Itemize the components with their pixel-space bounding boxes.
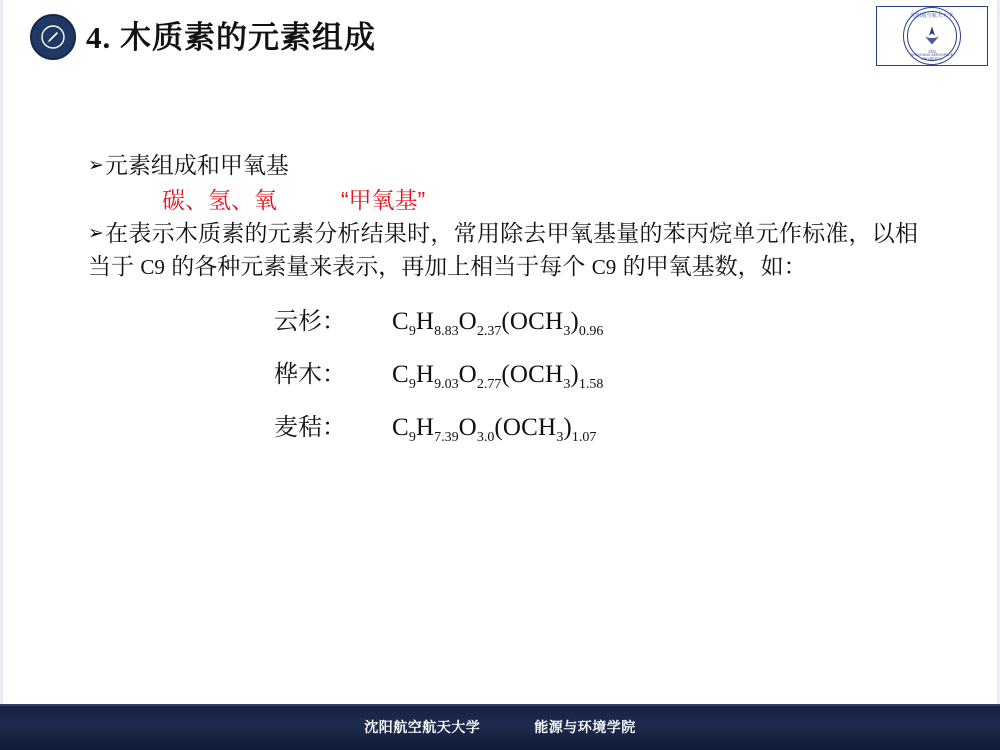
c9-token-a: C9 [140,255,165,280]
slide-content [88,150,918,460]
slide-header [0,0,1000,72]
footer-college-name: 能源与环境学院 [534,719,636,735]
page-title: 4. 木质素的元素组成 [86,20,376,55]
formula-row [274,301,918,340]
bullet-item-2-text-c: 的甲氧基数，如： [616,253,807,280]
formula-h-sub: 8.83 [434,324,459,340]
pen-badge-icon [30,14,76,60]
formula-c: C [392,361,409,389]
logo-ring [903,7,961,65]
formula-group-count: 1.58 [578,377,604,393]
bullet-item-1 [88,150,918,180]
formula-group-sub: 3 [563,377,571,393]
c9-token-b: C9 [591,255,617,280]
bullet-item-2-text-a: 在表示木质素的元素分析结果时，常用除去甲氧基量的苯丙烷单元作标准，以相当于 [88,220,918,280]
formula-o: O [458,308,477,336]
bullet-marker-icon: ➢ [88,155,104,176]
university-logo [876,6,988,66]
slide-left-edge [0,0,3,750]
formula-c-sub: 9 [408,430,416,446]
bullet-item-2-text-b: 的各种元素量来表示，再加上相当于每个 [164,253,592,280]
formula-h: H [415,308,435,336]
formula-c: C [392,414,409,442]
formula-group-count: 0.96 [578,324,604,340]
highlight-note: 碳、氢、氧 “甲氧基” [162,187,426,214]
formula-h-sub: 9.03 [434,377,459,393]
bullet-item-1-text: 元素组成和甲氧基 [104,152,289,178]
formula-group: (OCH [501,361,564,389]
formula-group-sub: 3 [563,324,571,340]
formula-row [274,407,918,446]
formula-body [392,414,596,446]
formula-label: 桦木： [274,361,346,389]
bullet-marker-icon-2: ➢ [88,223,104,245]
formula-group-count: 1.07 [571,430,597,446]
formula-label: 云杉： [274,308,346,336]
formula-body [392,361,603,393]
logo-top-text: 沈阳航空航天大学 [910,14,954,19]
formula-group-close: ) [570,361,579,389]
formula-o-sub: 3.0 [476,430,495,446]
formula-row [274,354,918,393]
formula-group-sub: 3 [556,430,564,446]
footer-content [0,704,1000,750]
formula-h-sub: 7.39 [434,430,459,446]
formula-o-sub: 2.37 [476,324,502,340]
formula-c-sub: 9 [408,324,416,340]
logo-year: 1952 [928,49,936,54]
formula-label: 麦秸： [274,414,346,442]
formula-o-sub: 2.77 [476,377,502,393]
formula-group-close: ) [570,308,579,336]
logo-bottom-text: SHENYANG AEROSPACE UNIVERSITY [910,53,954,61]
formula-h: H [415,361,435,389]
formula-body [392,308,603,340]
footer-university-name: 沈阳航空航天大学 [364,719,481,735]
formula-list [274,301,918,446]
logo-emblem-icon [919,22,945,48]
formula-h: H [415,414,435,442]
formula-c-sub: 9 [408,377,416,393]
formula-group: (OCH [494,414,557,442]
formula-group: (OCH [501,308,564,336]
slide-footer [0,704,1000,750]
formula-group-close: ) [563,414,572,442]
formula-c: C [392,308,409,336]
formula-o: O [458,414,477,442]
bullet-item-2 [88,217,918,283]
formula-o: O [458,361,477,389]
